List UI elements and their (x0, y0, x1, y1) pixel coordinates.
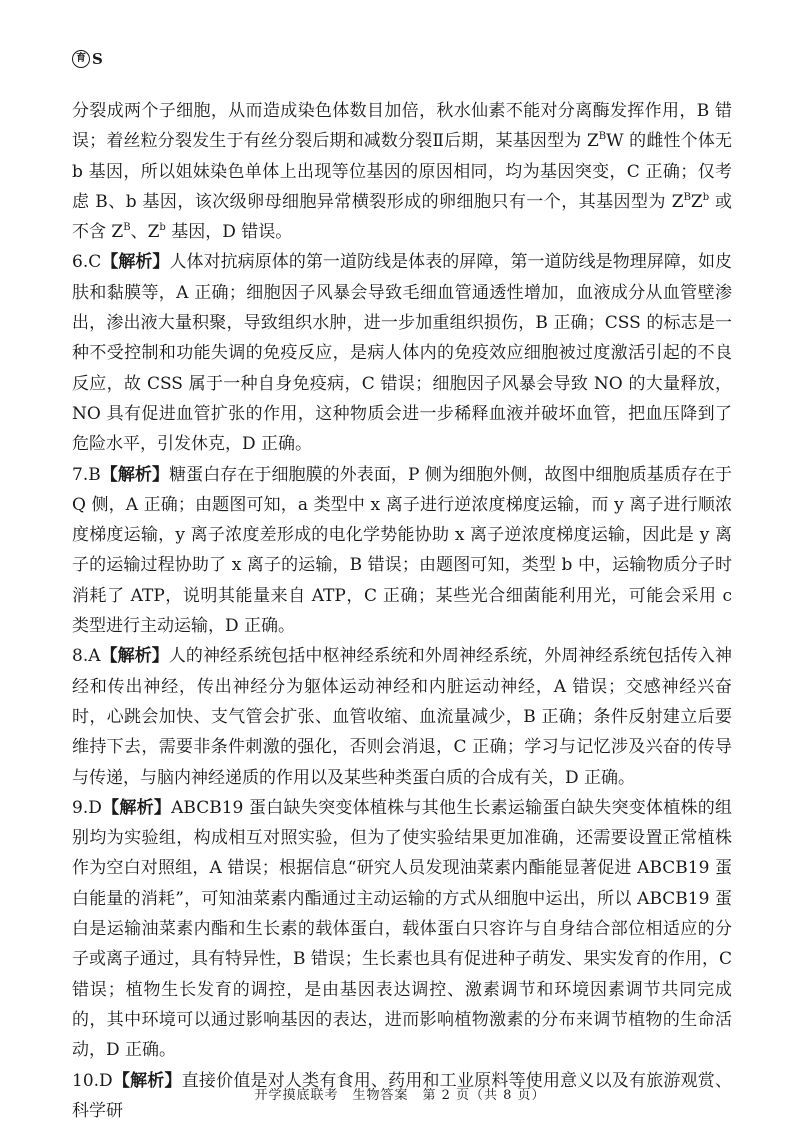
analysis-tag: 【解析】 (100, 646, 169, 667)
question-number: 10.D (72, 1070, 113, 1091)
question-number: 6.C (72, 252, 102, 273)
analysis-tag: 【解析】 (112, 1070, 182, 1091)
logo-letter: S (92, 50, 103, 68)
answer-7 (72, 460, 732, 642)
page-footer: 开学摸底联考 生物答案 第 2 页（共 8 页） (254, 1088, 546, 1103)
analysis-text: ABCB19 蛋白缺失突变体植株与其他生长素运输蛋白缺失突变体植株的组别均为实验组，构成相互对照实验，但为了使实验结果更加准确，还需要设置正常植株作为空白对照组，A 错误；根据信息“研究人员发现油菜素内酯能显著促进 ABCB19 蛋白能量的消耗”，可知油菜素内酯通过主动运输的方式从细胞中运出，所以 ABCB19 蛋白是运输油菜素内酯和生长素的载体蛋白，载体蛋白只容许与自身结合部位相适应的分子或离子通过，具有特异性，B 错误；生长素也具有促进种子萌发、果实发育的作用，C 错误；植物生长发育的调控，是由基因表达调控、激素调节和环境因素调节共同完成的，其中环境可以通过影响基因的表达，进而影响植物激素的分布来调节植物的生命活动，D 正确。 (72, 797, 733, 1061)
answer-6 (72, 247, 732, 459)
logo-badge: 育 (72, 50, 90, 68)
analysis-text: 人的神经系统包括中枢神经系统和外周神经系统，外周神经系统包括传入神经和传出神经，传出神经分为躯体运动神经和内脏运动神经，A 错误；交感神经兴奋时，心跳会加快、支气管会扩张、血管收缩、血流量减少，B 正确；条件反射建立后要维持下去，需要非条件刺激的强化，否则会消退，C 正确；学习与记忆涉及兴奋的传导与传递，与脑内神经递质的作用以及某些种类蛋白质的合成有关，D 正确。 (72, 646, 733, 788)
analysis-text: 人体对抗病原体的第一道防线是体表的屏障，第一道防线是物理屏障，如皮肤和黏膜等，A 正确；细胞因子风暴会导致毛细血管通透性增加，血液成分从血管壁渗出，渗出液大量积聚，导致组织水肿，进一步加重组织损伤，B 正确；CSS 的标志是一种不受控制和功能失调的免疫反应，是病人体内的免疫效应细胞被过度激活引起的不良反应，故 CSS 属于一种自身免疫病，C 错误；细胞因子风暴会导致 NO 的大量释放，NO 具有促进血管扩张的作用，这种物质会进一步稀释血液并破坏血管，把血压降到了危险水平，引发休克，D 正确。 (72, 252, 733, 455)
analysis-tag: 【解析】 (101, 797, 172, 818)
question-number: 8.A (72, 646, 101, 667)
analysis-tag: 【解析】 (100, 464, 170, 485)
answer-9 (72, 793, 732, 1066)
answer-8 (72, 641, 732, 792)
question-number: 9.D (72, 797, 102, 818)
question-number: 7.B (72, 464, 101, 485)
paragraph-continuation: 分裂成两个子细胞，从而造成染色体数目加倍，秋水仙素不能对分离酶发挥作用，B 错误；着丝粒分裂发生于有丝分裂后期和减数分裂Ⅱ后期，某基因型为 $Z^BW$ 的雌性个体无 b 基因，所以姐妹染色单体上出现等位基因的原因相同，均为基因突变，C 正确；仅考虑 B、b 基因，该次级卵母细胞异常横裂形成的卵细胞只有一个，其基因型为 $Z^BZ^b$ 或不含 $Z^B$、$Z^b$ 基因，D 错误。 (72, 101, 732, 243)
analysis-text: 糖蛋白存在于细胞膜的外表面，P 侧为细胞外侧，故图中细胞质基质存在于 Q 侧，A 正确；由题图可知，a 类型中 x 离子进行逆浓度梯度运输，而 y 离子进行顺浓度梯度运输，y 离子浓度差形成的电化学势能协助 x 离子逆浓度梯度运输，因此是 y 离子的运输过程协助了 x 离子的运输，B 错误；由题图可知，类型 b 中，运输物质分子时消耗了 ATP，说明其能量来自 ATP，C 正确；某些光合细菌能利用光，可能会采用 c 类型进行主动运输，D 正确。 (72, 464, 733, 637)
publisher-logo (72, 50, 103, 68)
analysis-text: 直接价值是对人类有食用、药用和工业原料等使用意义以及有旅游观赏、科学研 (72, 1070, 733, 1121)
answer-content (72, 96, 732, 1126)
analysis-tag: 【解析】 (101, 252, 170, 273)
